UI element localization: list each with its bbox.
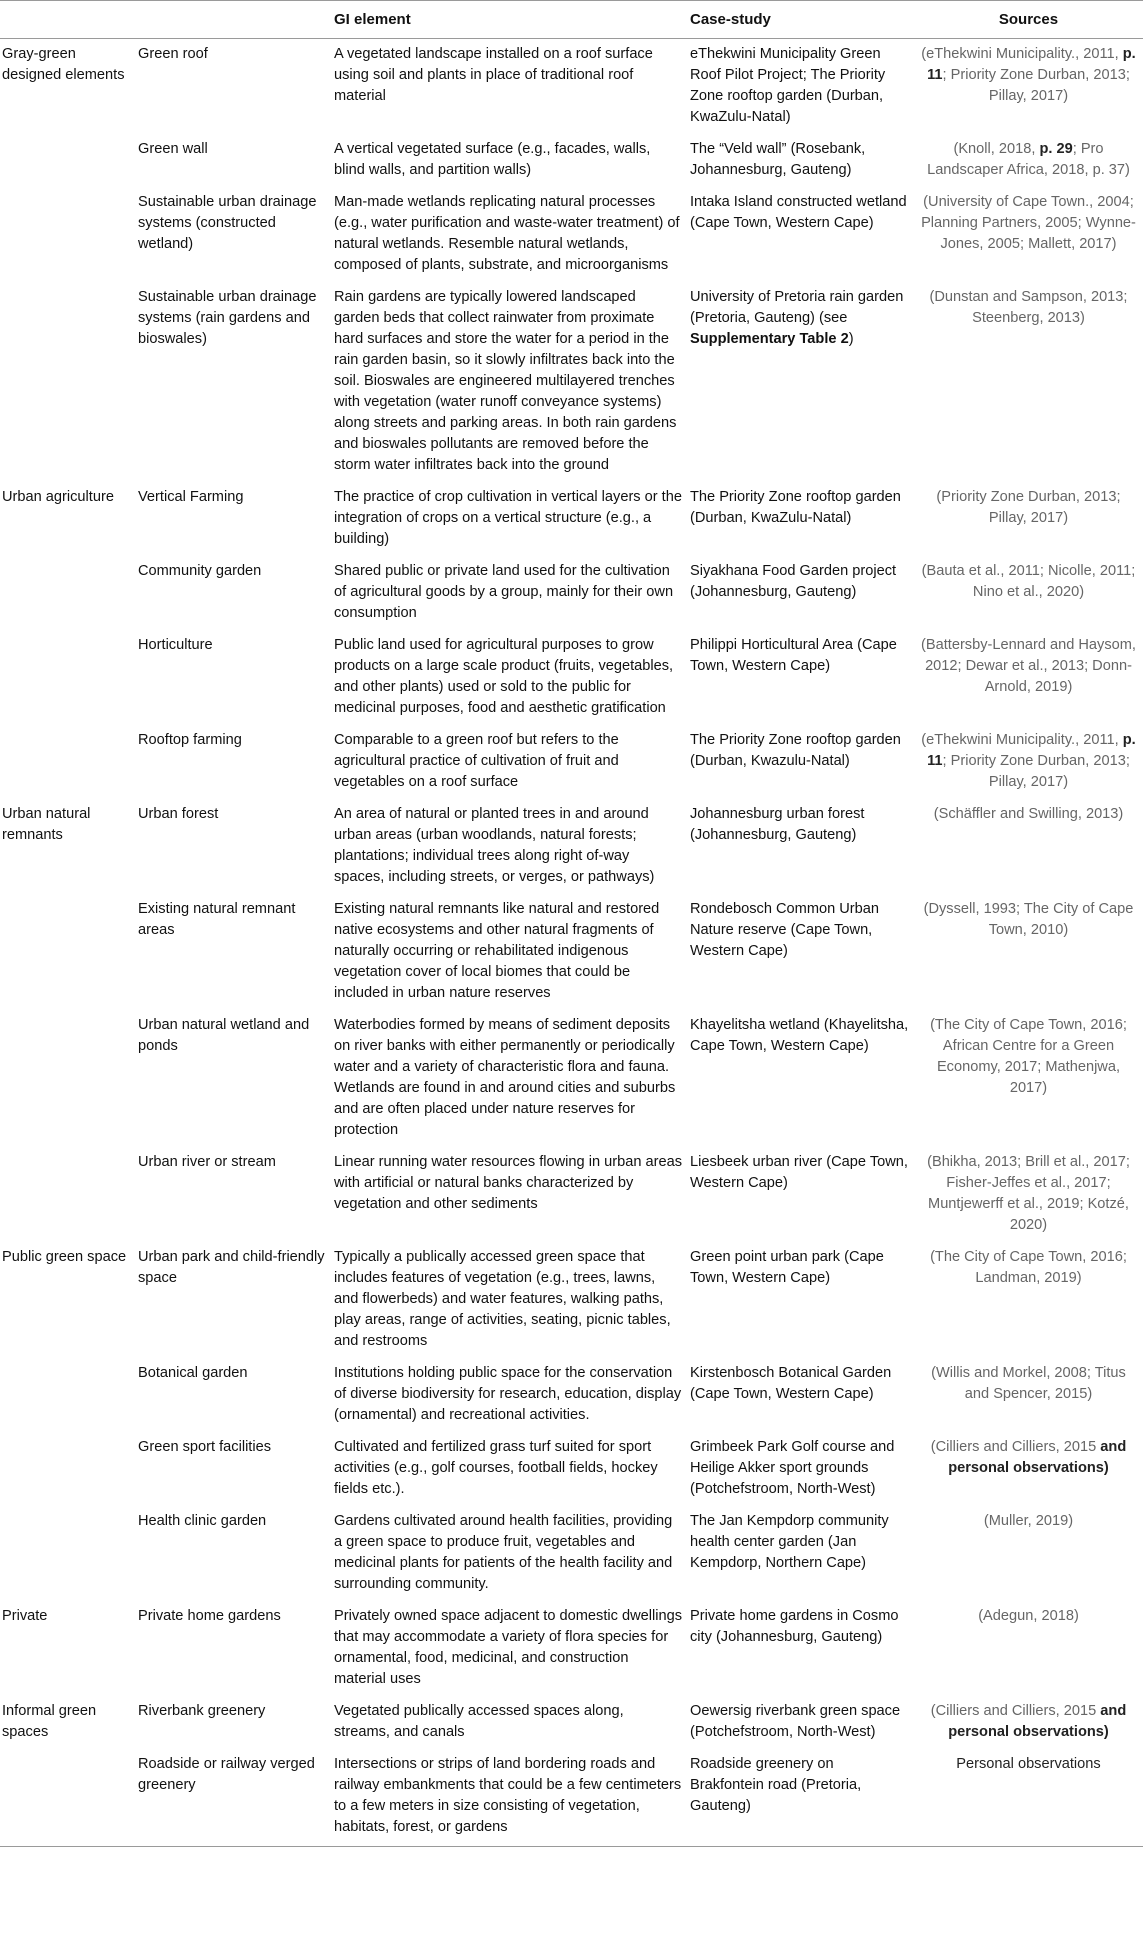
row-case-study: The “Veld wall” (Rosebank, Johannesburg, Gauteng)	[690, 141, 866, 178]
row-element: Urban natural wetland and ponds	[138, 1017, 310, 1054]
source-references: (Willis and Morkel, 2008; Titus and Spencer, 2015)	[931, 1365, 1126, 1402]
row-definition: A vegetated landscape installed on a roof surface using soil and plants in place of traditional roof material	[334, 46, 653, 104]
row-sources	[914, 1506, 1143, 1601]
row-sources	[914, 134, 1143, 187]
row-element: Rooftop farming	[138, 732, 242, 748]
case-text: )	[848, 331, 854, 347]
row-case-study: Private home gardens in Cosmo city (Johannesburg, Gauteng)	[690, 1608, 899, 1645]
header-gi-element: GI element	[330, 1, 686, 39]
table-header-row	[0, 1, 1143, 39]
row-element: Riverbank greenery	[138, 1703, 266, 1719]
row-sources	[914, 725, 1143, 799]
source-note: and personal observations)	[948, 1703, 1127, 1740]
row-category	[0, 1147, 134, 1242]
row-element: Existing natural remnant areas	[138, 901, 296, 938]
row-category	[0, 894, 134, 1010]
table-row	[0, 134, 1143, 187]
row-case-study: Intaka Island constructed wetland (Cape Town, Western Cape)	[690, 194, 907, 231]
table-row	[0, 1506, 1143, 1601]
table-row	[0, 482, 1143, 556]
row-case-study: Roadside greenery on Brakfontein road (Pretoria, Gauteng)	[686, 1749, 914, 1847]
source-references: (The City of Cape Town, 2016; African Centre for a Green Economy, 2017; Mathenjwa, 2017)	[930, 1017, 1127, 1096]
row-category: Gray-green designed elements	[2, 46, 125, 83]
table-row	[0, 1432, 1143, 1506]
row-case-study: Rondebosch Common Urban Nature reserve (Cape Town, Western Cape)	[690, 901, 880, 959]
table-row	[0, 1147, 1143, 1242]
table-row	[0, 282, 1143, 482]
source-references: (Priority Zone Durban, 2013; Pillay, 2017)	[936, 489, 1121, 526]
row-case-study: Oewersig riverbank green space (Potchefstroom, North-West)	[690, 1703, 901, 1740]
row-sources	[914, 1601, 1143, 1696]
row-definition: The practice of crop cultivation in vertical layers or the integration of crops on a vertical structure (e.g., a building)	[334, 489, 682, 547]
source-references: (Dyssell, 1993; The City of Cape Town, 2010)	[923, 901, 1134, 938]
row-definition: Shared public or private land used for the cultivation of agricultural goods by a group, mainly for their own consumption	[334, 563, 674, 621]
source-page-ref: p. 11	[927, 46, 1136, 83]
row-case-study: The Jan Kempdorp community health center garden (Jan Kempdorp, Northern Cape)	[690, 1513, 889, 1571]
table-row	[0, 630, 1143, 725]
case-text: University of Pretoria rain garden (Pretoria, Gauteng) (see	[690, 289, 904, 326]
row-case-study: Green point urban park (Cape Town, Western Cape)	[690, 1249, 884, 1286]
row-case-study: The Priority Zone rooftop garden (Durban, KwaZulu-Natal)	[690, 489, 901, 526]
row-category	[0, 1358, 134, 1432]
row-sources	[914, 1147, 1143, 1242]
row-category	[0, 1432, 134, 1506]
row-element: Green sport facilities	[138, 1439, 272, 1455]
table-row	[0, 556, 1143, 630]
header-element	[134, 1, 330, 39]
row-sources	[914, 1696, 1143, 1749]
row-element: Sustainable urban drainage systems (rain gardens and bioswales)	[138, 289, 317, 347]
row-category: Private	[2, 1608, 48, 1624]
table-row	[0, 187, 1143, 282]
source-references: (eThekwini Municipality., 2011,	[921, 732, 1123, 748]
row-sources	[914, 630, 1143, 725]
row-element: Horticulture	[138, 637, 213, 653]
source-references: (Bauta et al., 2011; Nicolle, 2011; Nino et al., 2020)	[921, 563, 1136, 600]
source-references: (Muller, 2019)	[983, 1513, 1074, 1529]
row-sources	[914, 1358, 1143, 1432]
table-row	[0, 1010, 1143, 1147]
row-definition: Public land used for agricultural purposes to grow products on a large scale product (fruits, vegetables, and other plants) used or sold to the public for medicinal purposes, food and aesthetic gratification	[334, 637, 674, 716]
row-definition: Rain gardens are typically lowered landscaped garden beds that collect rainwater from proximate hard surfaces and store the water for a period in the rain garden basin, so it slowly infiltrates back into the soil. Bioswales are engineered multilayered trenches with vegetation (water runoff conveyance systems) along streets and parking areas. In both rain gardens and bioswales pollutants are removed before the storm water infiltrates back into the ground	[334, 289, 677, 473]
row-definition: Waterbodies formed by means of sediment deposits on river banks with either permanently or periodically water and a variety of characteristic flora and fauna. Wetlands are found in and around cities and suburbs and are often placed under nature reserves for protection	[334, 1017, 676, 1138]
table-row	[0, 1358, 1143, 1432]
source-references: (Dunstan and Sampson, 2013; Steenberg, 2013)	[929, 289, 1128, 326]
source-references: ; Priority Zone Durban, 2013; Pillay, 2017)	[942, 67, 1130, 104]
row-category: Public green space	[2, 1249, 127, 1265]
row-definition: A vertical vegetated surface (e.g., facades, walls, blind walls, and partition walls)	[334, 141, 651, 178]
row-case-study: Liesbeek urban river (Cape Town, Western Cape)	[690, 1154, 908, 1191]
row-sources	[914, 556, 1143, 630]
row-sources	[914, 894, 1143, 1010]
case-supplementary-link: Supplementary Table 2	[690, 331, 849, 347]
row-case-study: Kirstenbosch Botanical Garden (Cape Town, Western Cape)	[690, 1365, 892, 1402]
table-row	[0, 1601, 1143, 1696]
row-definition: Vegetated publically accessed spaces along, streams, and canals	[334, 1703, 624, 1740]
source-references: (The City of Cape Town, 2016; Landman, 2019)	[930, 1249, 1127, 1286]
source-references: (Adegun, 2018)	[978, 1608, 1079, 1624]
row-element: Urban forest	[138, 806, 219, 822]
row-sources	[914, 187, 1143, 282]
row-case-study: Philippi Horticultural Area (Cape Town, Western Cape)	[690, 637, 897, 674]
row-sources	[914, 1242, 1143, 1358]
row-case-study: Johannesburg urban forest (Johannesburg, Gauteng)	[690, 806, 865, 843]
row-sources	[914, 482, 1143, 556]
row-definition: Linear running water resources flowing in urban areas with artificial or natural banks characterized by vegetation and other sediments	[334, 1154, 683, 1212]
table-row	[0, 1749, 1143, 1847]
row-sources	[914, 1749, 1143, 1847]
row-definition: Comparable to a green roof but refers to the agricultural practice of cultivation of fruit and vegetables on a roof surface	[334, 732, 619, 790]
row-definition: Existing natural remnants like natural and restored native ecosystems and other natural fragments of naturally occurring or rehabilitated indigenous vegetation cover of local biomes that could be included in urban nature reserves	[334, 901, 660, 1001]
row-element: Botanical garden	[138, 1365, 248, 1381]
row-category	[0, 1506, 134, 1601]
row-definition: Cultivated and fertilized grass turf suited for sport activities (e.g., golf courses, football fields, hockey fields etc.).	[334, 1439, 658, 1497]
row-case-study: Khayelitsha wetland (Khayelitsha, Cape Town, Western Cape)	[690, 1017, 909, 1054]
row-element: Vertical Farming	[138, 489, 244, 505]
row-definition: An area of natural or planted trees in and around urban areas (urban woodlands, natural forests; plantations; individual trees along right of-way spaces, including streets, or verges, or pathways)	[334, 806, 655, 885]
row-case-study: eThekwini Municipality Green Roof Pilot Project; The Priority Zone rooftop garden (Durban, KwaZulu-Natal)	[690, 46, 886, 125]
row-element: Urban river or stream	[138, 1154, 276, 1170]
row-element: Private home gardens	[138, 1608, 281, 1624]
row-element: Sustainable urban drainage systems (constructed wetland)	[138, 194, 317, 252]
source-references: (eThekwini Municipality., 2011,	[921, 46, 1123, 62]
row-sources	[914, 1432, 1143, 1506]
row-category	[0, 630, 134, 725]
row-category: Urban natural remnants	[2, 806, 91, 843]
header-sources: Sources	[914, 1, 1143, 39]
source-page-ref: p. 11	[927, 732, 1136, 769]
row-definition: Intersections or strips of land bordering roads and railway embankments that could be a few centimeters to a few meters in size consisting of vegetation, habitats, forest, or gardens	[330, 1749, 686, 1847]
row-category	[0, 187, 134, 282]
table-row	[0, 1242, 1143, 1358]
row-sources	[914, 282, 1143, 482]
row-category	[0, 556, 134, 630]
row-element: Community garden	[138, 563, 262, 579]
header-category	[0, 1, 134, 39]
row-element: Roadside or railway verged greenery	[134, 1749, 330, 1847]
row-sources	[914, 39, 1143, 135]
row-category	[0, 282, 134, 482]
row-case-study: Grimbeek Park Golf course and Heilige Akker sport grounds (Potchefstroom, North-West)	[690, 1439, 895, 1497]
table-row	[0, 799, 1143, 894]
row-element: Health clinic garden	[138, 1513, 267, 1529]
row-element: Green roof	[138, 46, 208, 62]
source-text: Personal observations	[956, 1756, 1101, 1772]
source-references: (Schäffler and Swilling, 2013)	[933, 806, 1124, 822]
row-sources	[914, 1010, 1143, 1147]
row-definition: Gardens cultivated around health facilities, providing a green space to produce fruit, vegetables and medicinal plants for patients of the health facility and surrounding community.	[334, 1513, 673, 1592]
source-references: (Cilliers and Cilliers, 2015	[930, 1703, 1097, 1719]
row-category: Urban agriculture	[2, 489, 114, 505]
source-references: ; Pro Landscaper Africa, 2018, p. 37)	[927, 141, 1130, 178]
table-row	[0, 1696, 1143, 1749]
source-note: and personal observations)	[948, 1439, 1127, 1476]
row-element: Green wall	[138, 141, 208, 157]
source-references: (Bhikha, 2013; Brill et al., 2017; Fisher-Jeffes et al., 2017; Muntjewerff et al., 2019; Kotzé, 2020)	[927, 1154, 1130, 1233]
row-case-study: Siyakhana Food Garden project (Johannesburg, Gauteng)	[690, 563, 897, 600]
row-category	[0, 1010, 134, 1147]
row-category	[0, 134, 134, 187]
row-definition: Typically a publically accessed green space that includes features of vegetation (e.g., trees, lawns, and flowerbeds) and water features, walking paths, play areas, range of activities, seating, picnic tables, and restrooms	[334, 1249, 671, 1349]
row-definition: Privately owned space adjacent to domestic dwellings that may accommodate a variety of flora species for ornamental, food, medicinal, and construction material uses	[334, 1608, 683, 1687]
row-sources	[914, 799, 1143, 894]
row-definition: Man-made wetlands replicating natural processes (e.g., water purification and waste-water treatment) of natural wetlands. Resemble natural wetlands, composed of plants, substrate, and microorganisms	[334, 194, 680, 273]
row-category	[0, 725, 134, 799]
source-references: (Cilliers and Cilliers, 2015	[930, 1439, 1097, 1455]
row-case-study: The Priority Zone rooftop garden (Durban, Kwazulu-Natal)	[690, 732, 901, 769]
table-row	[0, 39, 1143, 135]
row-category: Informal green spaces	[2, 1703, 97, 1740]
source-page-ref: p. 29	[1039, 141, 1073, 157]
row-definition: Institutions holding public space for the conservation of diverse biodiversity for research, education, display (ornamental) and recreational activities.	[334, 1365, 682, 1423]
table-row	[0, 725, 1143, 799]
source-references: ; Priority Zone Durban, 2013; Pillay, 2017)	[942, 753, 1130, 790]
row-element: Urban park and child-friendly space	[138, 1249, 325, 1286]
table-row	[0, 894, 1143, 1010]
source-references: (Battersby-Lennard and Haysom, 2012; Dewar et al., 2013; Donn-Arnold, 2019)	[921, 637, 1136, 695]
row-case-study	[686, 282, 914, 482]
row-category	[0, 1749, 134, 1847]
source-references: (University of Cape Town., 2004; Planning Partners, 2005; Wynne-Jones, 2005; Mallett, 2017)	[921, 194, 1136, 252]
source-references: (Knoll, 2018,	[953, 141, 1040, 157]
header-case-study: Case-study	[686, 1, 914, 39]
